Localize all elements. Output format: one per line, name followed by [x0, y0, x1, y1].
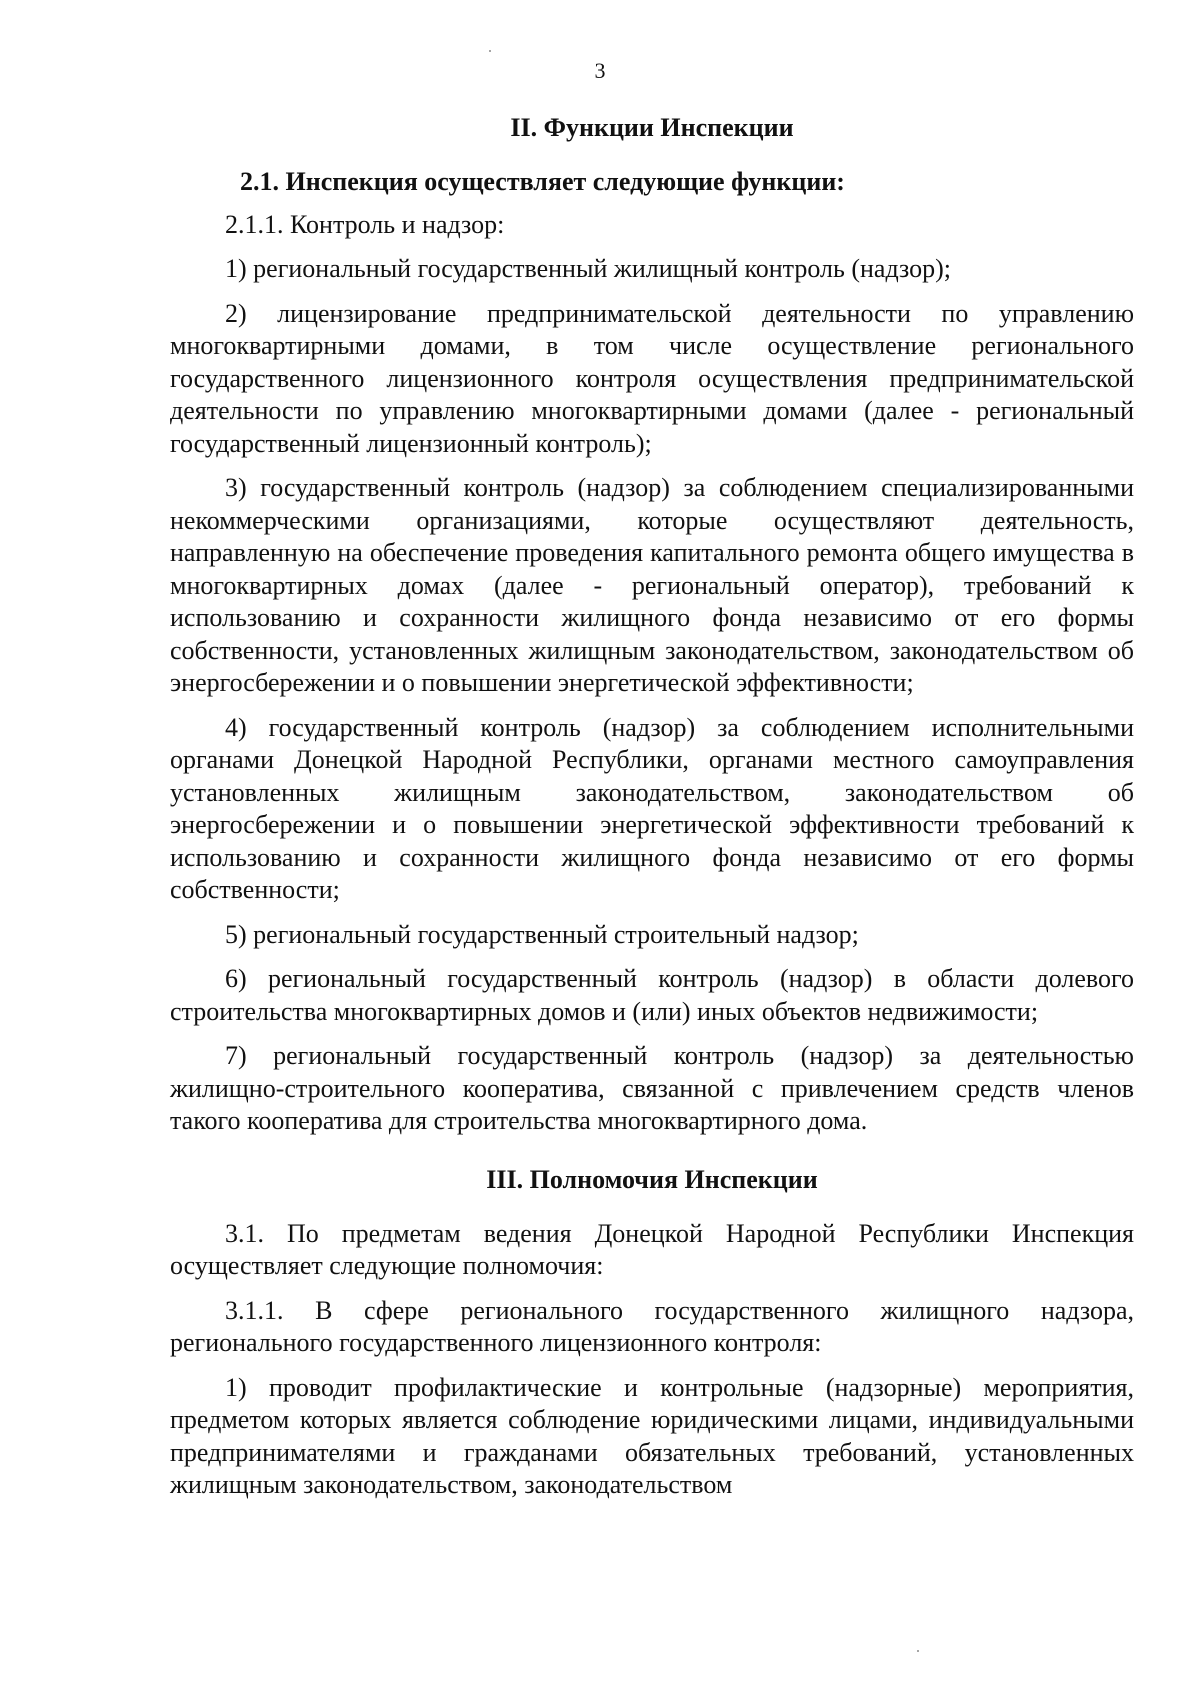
- clause-2-1-1: 2.1.1. Контроль и надзор:: [225, 209, 505, 239]
- section-2-1-subtitle: 2.1. Инспекция осуществляет следующие функции:: [240, 167, 845, 196]
- list-item: 1) региональный государственный жилищный контроль (надзор);: [225, 254, 951, 283]
- clause-3-1: 3.1. По предметам ведения Донецкой Народной Республики Инспекция осуществляет следующие полномочия:: [170, 1218, 1134, 1280]
- list-item: 4) государственный контроль (надзор) за соблюдением исполнительными органами Донецкой Народной Республики, органами местного самоуправления установленных жилищным законодательством, законодательством об энергосбережении и о повышении энергетической эффективности требований к использованию и сохранности жилищного фонда независимо от его формы собственности;: [170, 712, 1134, 904]
- list-item: 5) региональный государственный строительный надзор;: [225, 919, 859, 949]
- section-2-title: II. Функции Инспекции: [510, 113, 794, 142]
- list-item: 2) лицензирование предпринимательской деятельности по управлению многоквартирными домами, в том числе осуществление регионального государственного лицензионного контроля осуществления предпринимательской деятельности по управлению многоквартирными домами (далее - региональный государственный лицензионный контроль);: [170, 298, 1134, 458]
- scan-speck: [917, 1650, 919, 1652]
- section-3-title: III. Полномочия Инспекции: [486, 1164, 818, 1194]
- clause-3-1-1: 3.1.1. В сфере регионального государственного жилищного надзора, регионального государственного лицензионного контроля:: [170, 1295, 1134, 1357]
- page-number: 3: [594, 58, 606, 83]
- list-item: 6) региональный государственный контроль (надзор) в области долевого строительства многоквартирных домов и (или) иных объектов недвижимости;: [170, 964, 1134, 1026]
- scan-speck: [489, 50, 491, 52]
- document-body: [170, 112, 1134, 1502]
- list-item: 7) региональный государственный контроль (надзор) за деятельностью жилищно-строительного кооператива, связанной с привлечением средств членов такого кооператива для строительства многоквартирного дома.: [170, 1041, 1134, 1135]
- list-item: 3) государственный контроль (надзор) за соблюдением специализированными некоммерческими организациями, которые осуществляют деятельность, направленную на обеспечение проведения капитального ремонта общего имущества в многоквартирных домах (далее - региональный оператор), требований к использованию и сохранности жилищного фонда независимо от его формы собственности, установленных жилищным законодательством, законодательством об энергосбережении и о повышении энергетической эффективности;: [170, 473, 1134, 697]
- list-item: 1) проводит профилактические и контрольные (надзорные) мероприятия, предметом которых является соблюдение юридическими лицами, индивидуальными предпринимателями и гражданами обязательных требований, установленных жилищным законодательством, законодательством: [170, 1372, 1134, 1499]
